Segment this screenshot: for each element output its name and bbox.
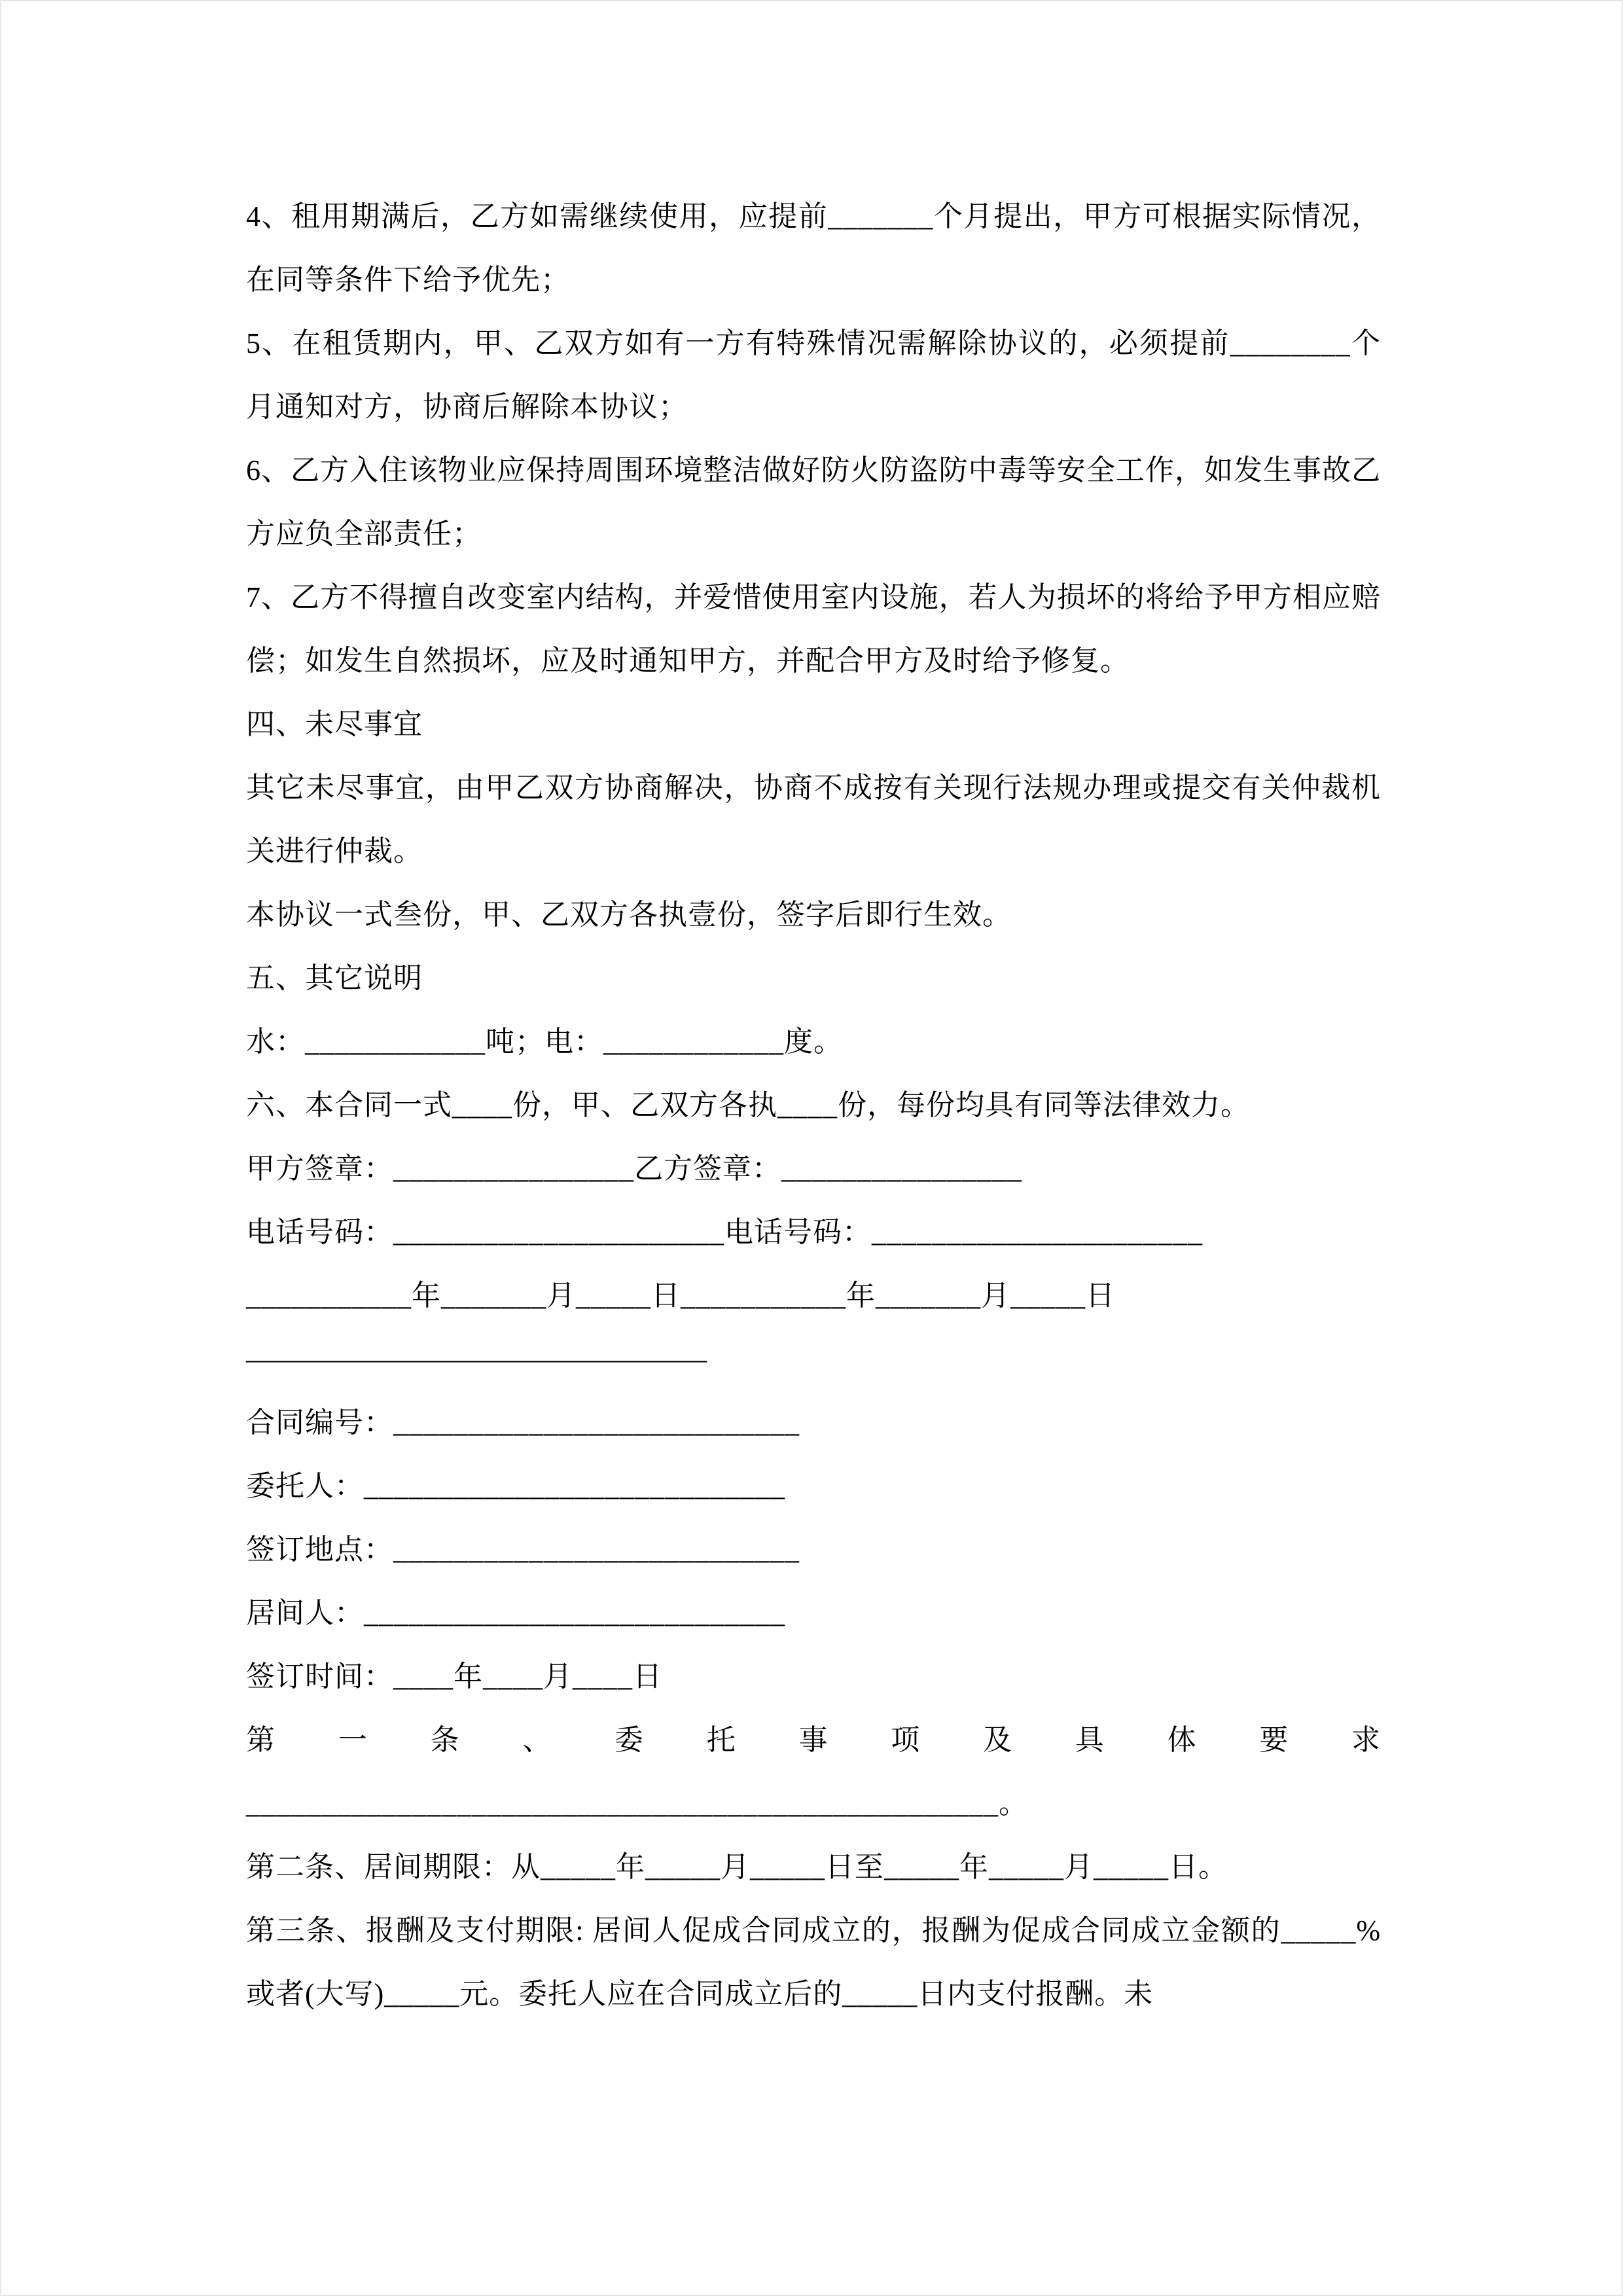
section-4-heading: 四、未尽事宜 bbox=[246, 708, 423, 740]
water-electricity-line: 水：____________吨；电：____________度。 bbox=[246, 1026, 843, 1058]
clause-7-damage: 7、乙方不得擅自改变室内结构，并爱惜使用室内设施，若人为损坏的将给予甲方相应赔偿；如发生自然损坏，应及时通知甲方，并配合甲方及时给予修复。 bbox=[246, 581, 1381, 677]
copies-effectiveness-line: 本协议一式叁份，甲、乙双方各执壹份，签字后即行生效。 bbox=[246, 899, 1012, 931]
contract-number-line: 合同编号：___________________________ bbox=[246, 1407, 800, 1439]
clause-4-renewal: 4、租用期满后，乙方如需继续使用，应提前_______个月提出，甲方可根据实际情况，在同等条件下给予优先； bbox=[246, 200, 1381, 296]
principal-line: 委托人：____________________________ bbox=[246, 1470, 785, 1502]
section-4-body: 其它未尽事宜，由甲乙双方协商解决，协商不成按有关现行法规办理或提交有关仲裁机关进行仲裁。 bbox=[246, 772, 1381, 867]
phone-number-line: 电话号码：______________________电话号码：______________________ bbox=[246, 1216, 1203, 1248]
date-line: ___________年_______月_____日___________年_______月_____日 bbox=[246, 1280, 1115, 1312]
clause-6-safety: 6、乙方入住该物业应保持周围环境整洁做好防火防盗防中毒等安全工作，如发生事故乙方应负全部责任； bbox=[246, 454, 1381, 550]
section-6-copies-line: 六、本合同一式____份，甲、乙双方各执____份，每份均具有同等法律效力。 bbox=[246, 1089, 1250, 1121]
clause-5-termination: 5、在租赁期内，甲、乙双方如有一方有特殊情况需解除协议的，必须提前________个月通知对方，协商后解除本协议； bbox=[246, 327, 1381, 423]
dash-separator: ———————————————— bbox=[246, 1343, 707, 1375]
article-3-remuneration: 第三条、报酬及支付期限: 居间人促成合同成立的，报酬为促成合同成立金额的_____%或者(大写)_____元。委托人应在合同成立后的_____日内支付报酬。未 bbox=[246, 1914, 1381, 2010]
article-1-heading: 第 一 条 、 委 托 事 项 及 具 体 要 求 bbox=[246, 1724, 1381, 1756]
article-1-blank-line: __________________________________________________。 bbox=[246, 1787, 1028, 1820]
signature-line: 甲方签章：________________乙方签章：________________ bbox=[246, 1153, 1022, 1185]
signing-time-line: 签订时间：____年____月____日 bbox=[246, 1660, 662, 1693]
article-2-term-line: 第二条、居间期限：从_____年_____月_____日至_____年_____月_____日。 bbox=[246, 1851, 1228, 1883]
intermediary-line: 居间人：____________________________ bbox=[246, 1597, 785, 1629]
section-5-heading: 五、其它说明 bbox=[246, 962, 423, 994]
signing-place-line: 签订地点：___________________________ bbox=[246, 1534, 800, 1566]
